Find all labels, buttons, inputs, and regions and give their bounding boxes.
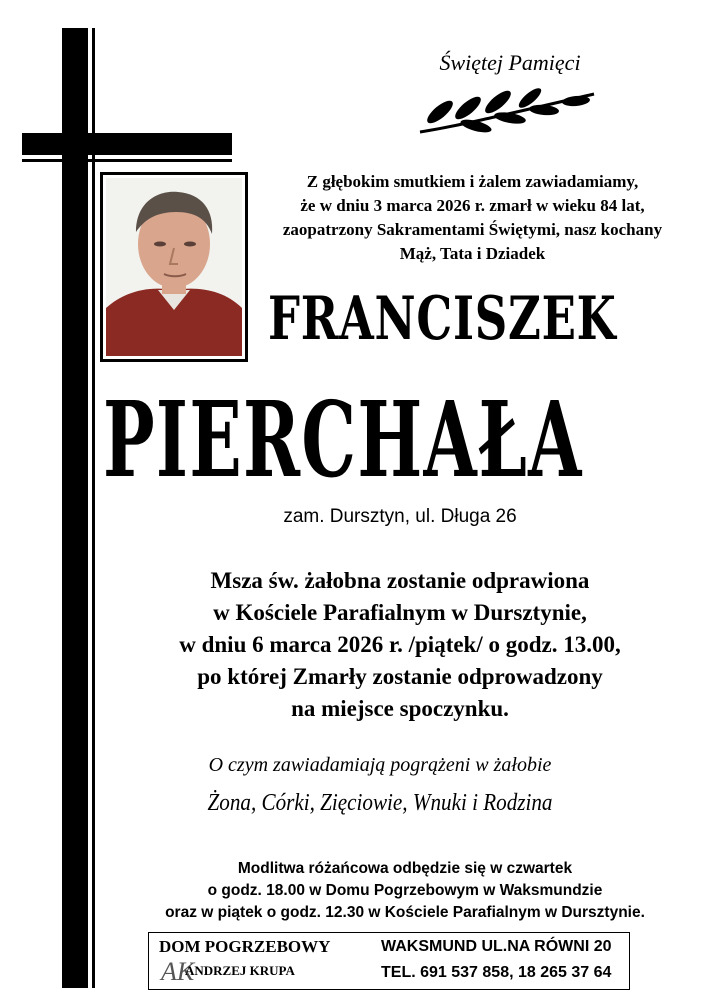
mourners-names: Żona, Córki, Zięciowie, Wnuki i Rodzina (207, 790, 553, 816)
intro-line: zaopatrzony Sakramentami Świętymi, nasz kochany (282, 220, 663, 239)
funeral-home-logo: AK (161, 957, 195, 986)
laurel-branch-icon (418, 88, 598, 134)
deceased-address: zam. Dursztyn, ul. Długa 26 (283, 506, 517, 527)
mass-line: po której Zmarły zostanie odprowadzony (197, 664, 603, 689)
funeral-home-owner: ANDRZEJ KRUPA (185, 963, 295, 978)
intro-text (255, 170, 690, 266)
funeral-home-box (148, 932, 630, 990)
cross-icon-arm (22, 133, 232, 155)
mass-announcement (100, 565, 700, 725)
rosary-info (100, 858, 710, 924)
funeral-home-address: WAKSMUND UL.NA RÓWNI 20 (381, 938, 612, 955)
intro-line: Z głębokim smutkiem i żalem zawiadamiamy, (306, 172, 639, 191)
mass-line: w Kościele Parafialnym w Dursztynie, (213, 600, 587, 625)
header-title: Świętej Pamięci (439, 50, 581, 75)
mass-line: Msza św. żałobna zostanie odprawiona (210, 568, 590, 593)
mass-line: na miejsce spoczynku. (291, 696, 509, 721)
deceased-photo (100, 172, 248, 362)
rosary-line: o godz. 18.00 w Domu Pogrzebowym w Waksmundzie (207, 882, 603, 899)
deceased-last-name: PIERCHAŁA (103, 378, 583, 501)
funeral-home-name: DOM POGRZEBOWY (159, 937, 331, 956)
cross-icon (62, 28, 88, 988)
funeral-home-phone: TEL. 691 537 858, 18 265 37 64 (381, 964, 612, 981)
intro-line: Mąż, Tata i Dziadek (399, 244, 546, 263)
deceased-first-name: FRANCISZEK (268, 284, 617, 354)
intro-line: że w dniu 3 marca 2026 r. zmarł w wieku 84 lat, (300, 196, 645, 215)
rosary-line: oraz w piątek o godz. 12.30 w Kościele Parafialnym w Dursztynie. (165, 904, 645, 921)
mass-line: w dniu 6 marca 2026 r. /piątek/ o godz. 13.00, (179, 632, 621, 657)
rosary-line: Modlitwa różańcowa odbędzie się w czwartek (237, 860, 573, 877)
mourners-intro: O czym zawiadamiają pogrążeni w żałobie (208, 754, 552, 776)
